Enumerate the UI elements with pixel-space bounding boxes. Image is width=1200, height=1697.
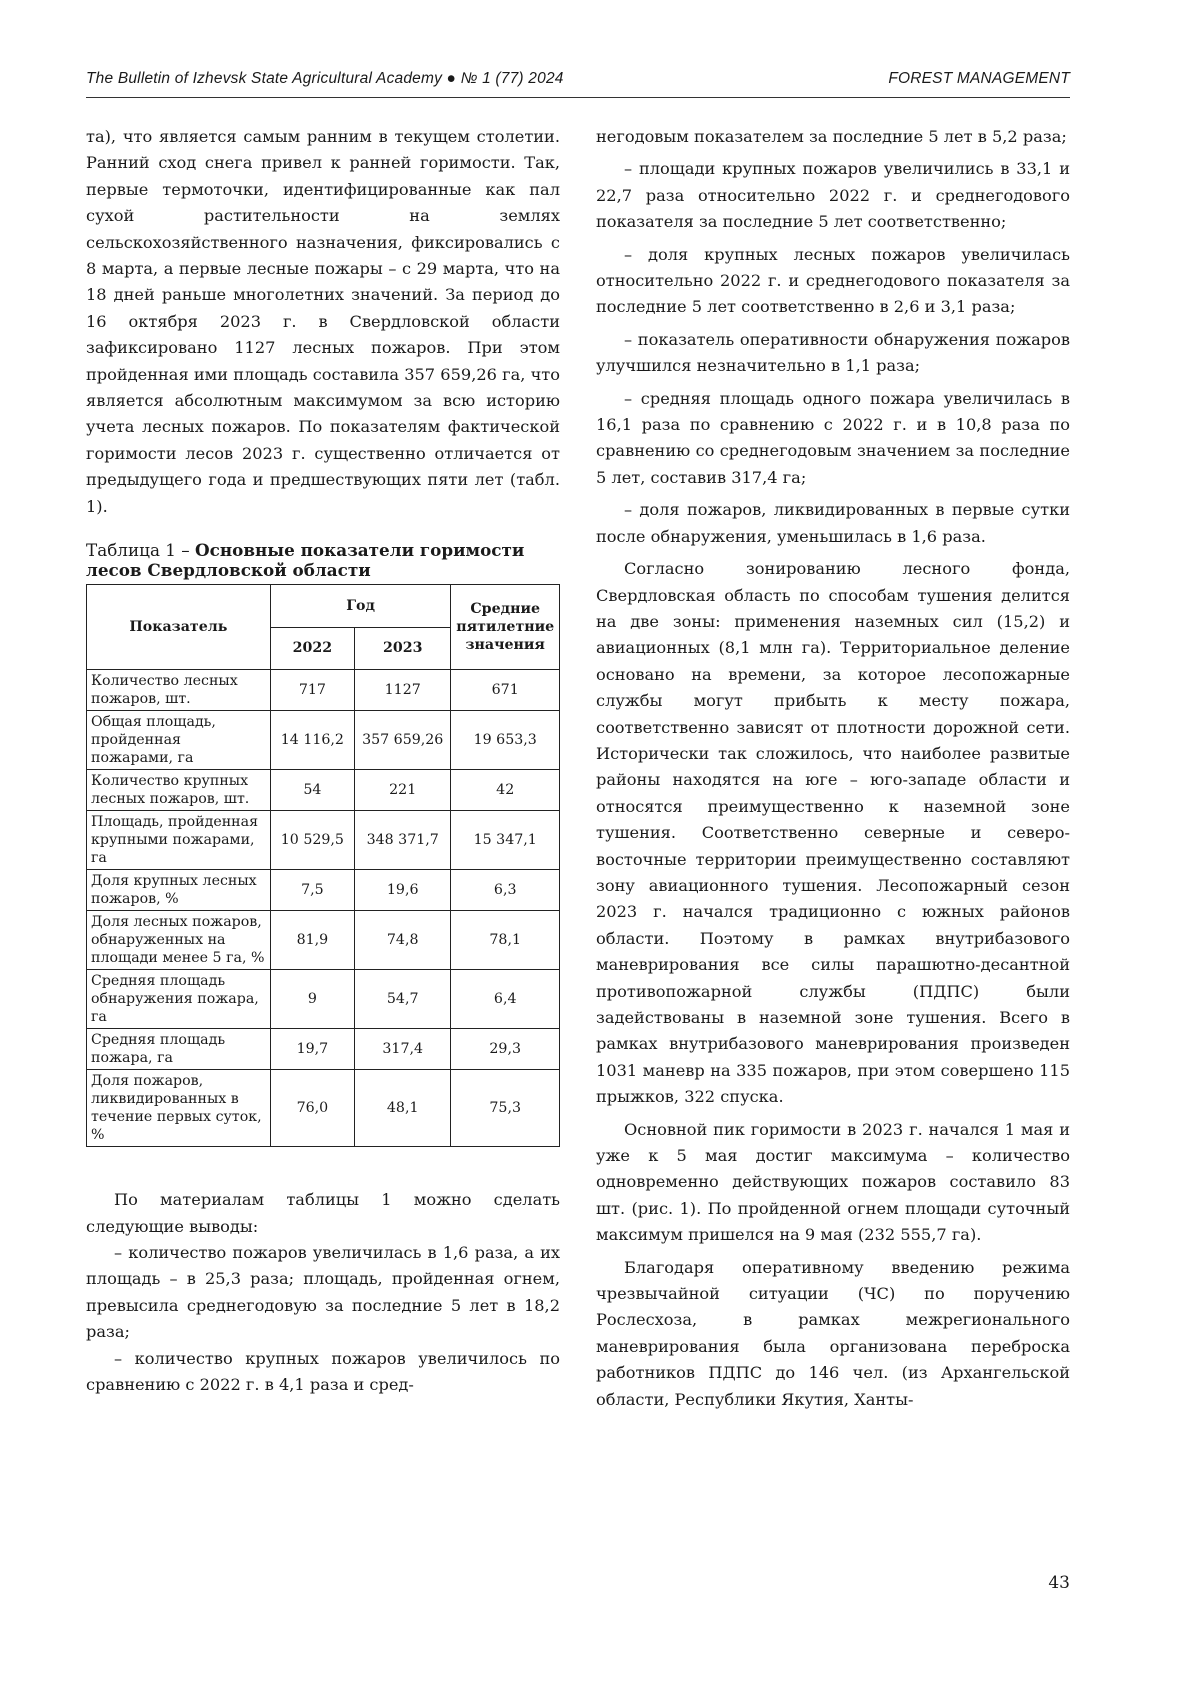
table-row — [87, 711, 560, 770]
value-average: 15 347,1 — [451, 811, 560, 870]
value-2022: 717 — [270, 670, 354, 711]
fire-indicators-table — [86, 584, 560, 1147]
header-indicator: Показатель — [87, 585, 271, 670]
emergency-paragraph: Благодаря оперативному введению режима чрезвычайной ситуации (ЧС) по поручению Рослесхоза, в рамках межрегионального маневрирования была организована переброска работников ПДПС до 146 чел. (из Архангельской области, Республики Якутия, Ханты- — [596, 1257, 1070, 1409]
table-row — [87, 970, 560, 1029]
value-average: 29,3 — [451, 1029, 560, 1070]
zoning-paragraph: Согласно зонированию лесного фонда, Свердловская область по способам тушения делится на две зоны: применения наземных сил (15,2) и авиационных (8,1 млн га). Территориальное деление основано на времени, за которое лесопожарные службы могут прибыть к месту пожара, соответственно зависят от плотности дорожной сети. Исторически так сложилось, что наиболее развитые районы находятся на юге – юго-западе области и относятся преимущественно к наземной зоне тушения. Соответственно северные и северо-восточные территории преимущественно составляют зону авиационного тушения. Лесопожарный сезон 2023 г. начался традиционно с южных районов области. Поэтому в рамках внутрибазового маневрирования все силы парашютно-десантной противопожарной службы (ПДПС) были задействованы в наземной зоне тушения. Всего в рамках внутрибазового маневрирования произведен 1031 маневр на 335 пожаров, при этом совершено 115 прыжков, 322 спуска. — [596, 559, 1070, 1107]
intro-paragraph: та), что является самым ранним в текущем столетии. Ранний сход снега привел к ранней горимости. Так, первые термоточки, идентифицированные как пал сухой растительности на землях сельскохозяйственного назначения, фиксировались с 8 марта, а первые лесные пожары – с 29 марта, что на 18 дней раньше многолетних значений. За период до 16 октября 2023 г. в Свердловской области зафиксировано 1127 лесных пожаров. При этом пройденная ими площадь составила 357 659,26 га, что является абсолютным максимумом за всю историю учета лесных пожаров. По показателям фактической горимости лесов 2023 г. существенно отличается от предыдущего года и предшествующих пяти лет (табл. 1). — [86, 127, 560, 516]
header-2022: 2022 — [270, 627, 354, 670]
value-2023: 19,6 — [354, 870, 450, 911]
table-row — [87, 1070, 560, 1147]
conclusion-bullet-1: – количество пожаров увеличилась в 1,6 раза, а их площадь – в 25,3 раза; площадь, пройденная огнем, превысила среднегодовую за последние 5 лет в 18,2 раза; — [86, 1242, 560, 1342]
value-2022: 14 116,2 — [270, 711, 354, 770]
row-label: Количество лесных пожаров, шт. — [87, 670, 271, 711]
value-average: 671 — [451, 670, 560, 711]
section-title: FOREST MANAGEMENT — [888, 70, 1070, 87]
running-header — [86, 70, 1070, 96]
value-average: 78,1 — [451, 911, 560, 970]
paragraph-continuation: негодовым показателем за последние 5 лет в 5,2 раза; — [596, 127, 1067, 146]
row-label: Средняя площадь пожара, га — [87, 1029, 271, 1070]
value-2022: 7,5 — [270, 870, 354, 911]
value-average: 42 — [451, 770, 560, 811]
header-rule — [86, 97, 1070, 98]
row-label: Доля пожаров, ликвидированных в течение первых суток, % — [87, 1070, 271, 1147]
value-2023: 221 — [354, 770, 450, 811]
value-2023: 317,4 — [354, 1029, 450, 1070]
value-2023: 54,7 — [354, 970, 450, 1029]
peak-paragraph: Основной пик горимости в 2023 г. начался 1 мая и уже к 5 мая достиг максимума – количество одновременно действующих пожаров составило 83 шт. (рис. 1). По пройденной огнем площади суточный максимум пришелся на 9 мая (232 555,7 га). — [596, 1119, 1070, 1245]
table-row — [87, 770, 560, 811]
table-caption-prefix: Таблица 1 – — [86, 540, 196, 561]
value-2022: 54 — [270, 770, 354, 811]
page-number: 43 — [1048, 1573, 1070, 1593]
value-2023: 357 659,26 — [354, 711, 450, 770]
value-average: 6,4 — [451, 970, 560, 1029]
table-caption-title: Основные показатели горимости лесов Свердловской области — [86, 540, 525, 581]
row-label: Площадь, пройденная крупными пожарами, га — [87, 811, 271, 870]
table-row — [87, 911, 560, 970]
header-2023: 2023 — [354, 627, 450, 670]
value-average: 6,3 — [451, 870, 560, 911]
table-row — [87, 1029, 560, 1070]
row-label: Средняя площадь обнаружения пожара, га — [87, 970, 271, 1029]
row-label: Общая площадь, пройденная пожарами, га — [87, 711, 271, 770]
row-label: Доля лесных пожаров, обнаруженных на площади менее 5 га, % — [87, 911, 271, 970]
conclusion-bullet-3: – площади крупных пожаров увеличились в 33,1 и 22,7 раза относительно 2022 г. и среднегодового показателя за последние 5 лет соответственно; — [596, 159, 1070, 232]
value-2022: 9 — [270, 970, 354, 1029]
header-average: Средние пятилетние значения — [451, 585, 560, 670]
conclusion-bullet-4: – доля крупных лесных пожаров увеличилась относительно 2022 г. и среднегодового показателя за последние 5 лет соответственно в 2,6 и 3,1 раза; — [596, 244, 1070, 317]
table-row — [87, 870, 560, 911]
value-2023: 1127 — [354, 670, 450, 711]
row-label: Количество крупных лесных пожаров, шт. — [87, 770, 271, 811]
journal-title: The Bulletin of Izhevsk State Agricultural Academy ● № 1 (77) 2024 — [86, 70, 564, 87]
value-2022: 19,7 — [270, 1029, 354, 1070]
value-2022: 76,0 — [270, 1070, 354, 1147]
value-average: 75,3 — [451, 1070, 560, 1147]
conclusions-intro: По материалам таблицы 1 можно сделать следующие выводы: — [86, 1190, 560, 1236]
table-caption — [86, 540, 560, 580]
table-body — [87, 670, 560, 1147]
table-row — [87, 670, 560, 711]
value-2023: 48,1 — [354, 1070, 450, 1147]
row-label: Доля крупных лесных пожаров, % — [87, 870, 271, 911]
left-column — [86, 124, 560, 1398]
value-2022: 10 529,5 — [270, 811, 354, 870]
value-2023: 348 371,7 — [354, 811, 450, 870]
value-average: 19 653,3 — [451, 711, 560, 770]
right-column — [596, 124, 1070, 1413]
conclusion-bullet-2: – количество крупных пожаров увеличилось по сравнению с 2022 г. в 4,1 раза и сред- — [86, 1348, 560, 1394]
conclusion-bullet-7: – доля пожаров, ликвидированных в первые сутки после обнаружения, уменьшилась в 1,6 раза. — [596, 500, 1070, 546]
conclusion-bullet-5: – показатель оперативности обнаружения пожаров улучшился незначительно в 1,1 раза; — [596, 329, 1070, 376]
header-year: Год — [270, 585, 451, 628]
conclusion-bullet-6: – средняя площадь одного пожара увеличилась в 16,1 раза по сравнению с 2022 г. и в 10,8 раза по сравнению со среднегодовым значением за последние 5 лет, составив 317,4 га; — [596, 388, 1070, 487]
table-row — [87, 811, 560, 870]
value-2023: 74,8 — [354, 911, 450, 970]
value-2022: 81,9 — [270, 911, 354, 970]
